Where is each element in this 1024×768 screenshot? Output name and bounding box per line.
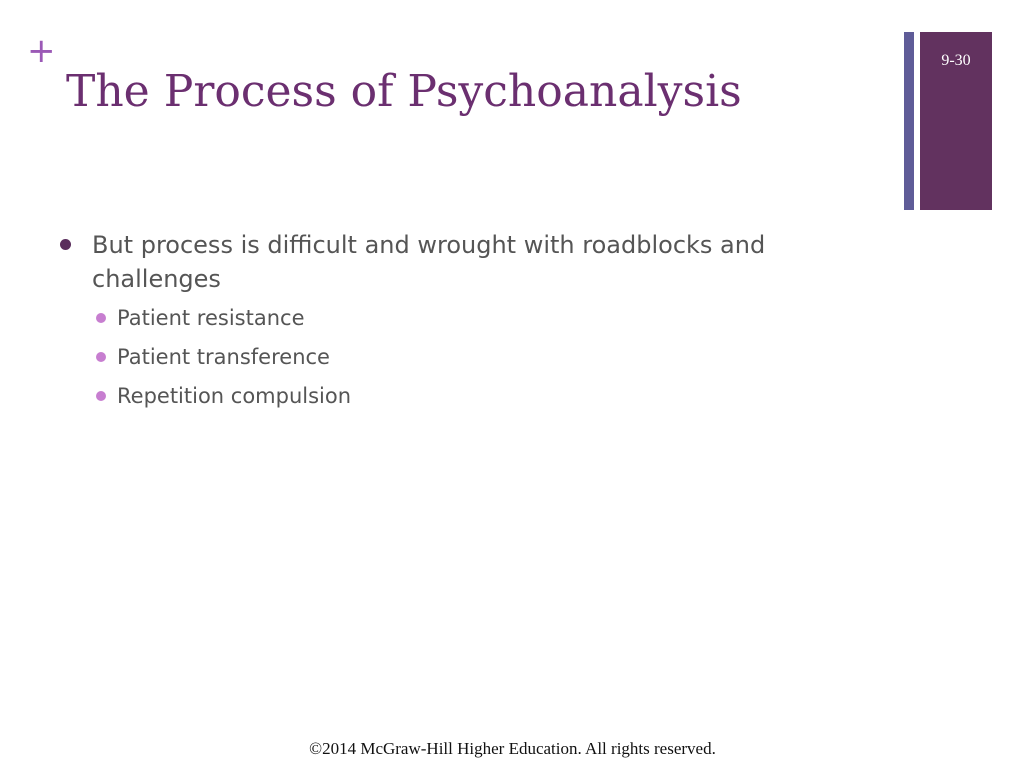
bullet-item xyxy=(60,228,840,296)
plus-icon: + xyxy=(27,31,56,71)
sub-bullet-text: Patient resistance xyxy=(117,306,305,330)
sub-bullet-list xyxy=(60,302,840,412)
accent-bar xyxy=(904,32,914,210)
sub-bullet-dot-icon xyxy=(96,391,106,401)
page-number: 9-30 xyxy=(941,52,971,69)
bullet-list xyxy=(60,228,840,419)
copyright-text: ©2014 McGraw-Hill Higher Education. All rights reserved. xyxy=(309,739,716,758)
bullet-dot-icon xyxy=(60,239,71,250)
sub-bullet-item xyxy=(60,341,840,373)
copyright-footer xyxy=(0,738,1024,760)
sub-bullet-dot-icon xyxy=(96,313,106,323)
bullet-text: But process is difficult and wrought with roadblocks and challenges xyxy=(92,231,766,293)
sub-bullet-text: Repetition compulsion xyxy=(117,384,352,408)
sub-bullet-text: Patient transference xyxy=(117,345,330,369)
sub-bullet-item xyxy=(60,380,840,412)
sub-bullet-dot-icon xyxy=(96,352,106,362)
sub-bullet-item xyxy=(60,302,840,334)
slide-title: The Process of Psychoanalysis xyxy=(66,66,742,117)
